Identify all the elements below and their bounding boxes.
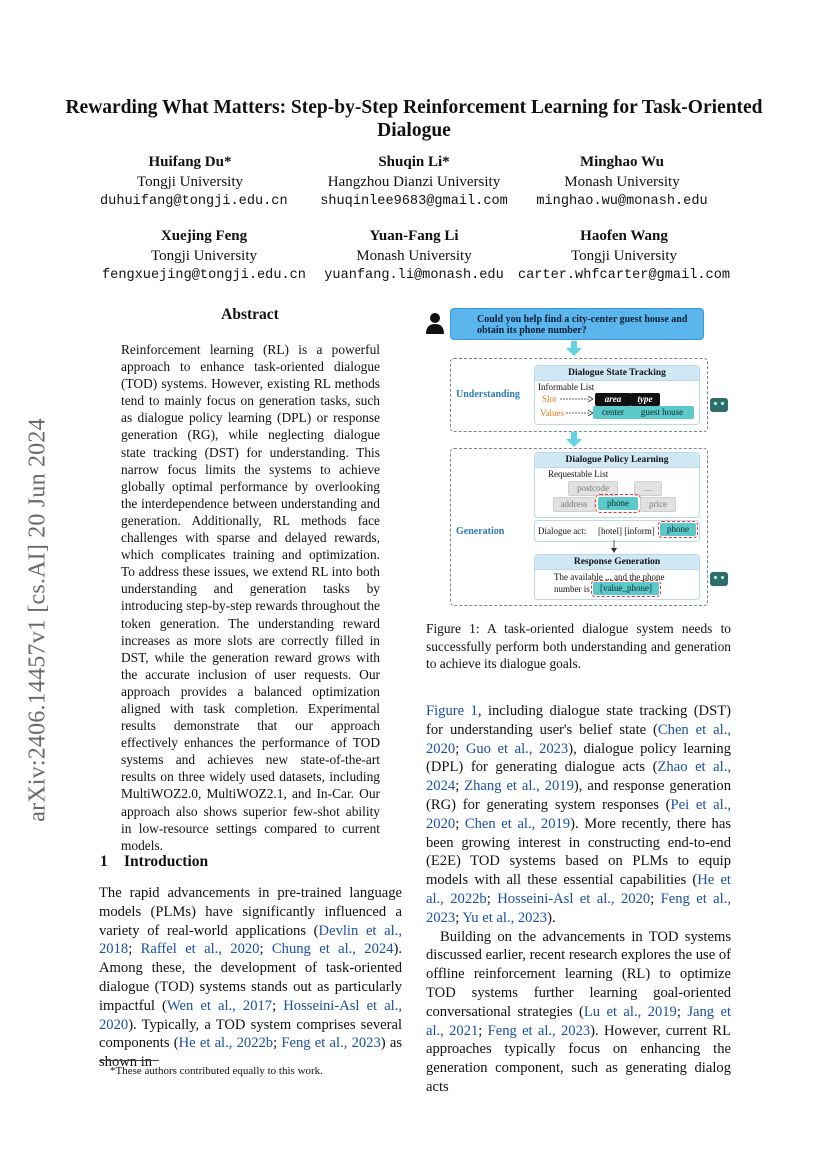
down-arrow-icon	[610, 540, 618, 554]
citation-link[interactable]: He et al., 2022b	[178, 1035, 274, 1052]
author-email: yuanfang.li@monash.edu	[324, 268, 504, 283]
intro-paragraph	[426, 928, 731, 1097]
intro-paragraph	[99, 884, 402, 1072]
body-text: ). However, current RL approaches typically focus on enhancing the generation component, such as generating dialog acts	[426, 1022, 732, 1095]
citation-link[interactable]: Feng et al., 2023	[426, 890, 731, 926]
body-text: ;	[259, 941, 272, 958]
rg-text-line-1: The available ... and the phone	[554, 572, 665, 582]
citation-link[interactable]: Lu et al., 2019	[583, 1003, 677, 1020]
value-guesthouse-chip: guest house	[630, 406, 694, 419]
arxiv-identifier	[18, 370, 58, 870]
informable-list-label: Informable List	[538, 382, 595, 392]
author-block	[96, 226, 312, 286]
author-email: duhuifang@tongji.edu.cn	[100, 194, 288, 209]
citation-link[interactable]: Feng et al., 2023	[281, 1035, 381, 1052]
robot-icon	[710, 398, 728, 412]
values-label: Values	[540, 408, 564, 418]
section-title: Introduction	[124, 853, 209, 870]
body-text: ;	[478, 1022, 488, 1039]
body-text: ;	[455, 909, 463, 926]
author-email: carter.whfcarter@gmail.com	[517, 268, 731, 283]
author-name: Huifang Du*	[148, 154, 232, 170]
author-name: Minghao Wu	[579, 154, 665, 170]
body-text: The rapid advancements in pre-trained language models (PLMs) have significantly influenced a variety of real-world applications (	[99, 885, 402, 939]
intro-right-column	[426, 702, 731, 1097]
body-text: ;	[128, 941, 141, 958]
body-text: ). Typically, a TOD system comprises several components (	[99, 1016, 402, 1052]
author-name: Yuan-Fang Li	[369, 228, 459, 244]
paper-title: Rewarding What Matters: Step-by-Step Reinforcement Learning for Task-Oriented Dialogue	[65, 97, 763, 141]
body-text: ;	[650, 890, 661, 907]
author-name: Xuejing Feng	[160, 228, 248, 244]
slot-type-chip: type	[630, 393, 660, 406]
user-utterance: Could you help find a city-center guest house and obtain its phone number?	[450, 308, 704, 340]
rg-text-line-2: number is	[554, 584, 590, 594]
slot-area-chip: area	[595, 393, 631, 406]
author-block	[304, 152, 524, 212]
body-text: ;	[272, 997, 284, 1014]
dpl-title: Dialogue Policy Learning	[535, 453, 699, 468]
intro-left-column	[99, 884, 402, 1072]
body-text: ;	[455, 778, 465, 795]
generation-label: Generation	[456, 526, 505, 537]
understanding-label: Understanding	[456, 389, 520, 400]
req-phone-chip: phone	[598, 497, 638, 510]
dialogue-act-value: [hotel] [inform]	[598, 526, 655, 536]
rg-value-phone-chip: [value_phone]	[593, 582, 659, 595]
body-text: ).	[547, 909, 556, 926]
author-email: shuqinlee9683@gmail.com	[320, 194, 508, 209]
req-postcode-chip: postcode	[568, 481, 618, 496]
body-text: ) as shown in	[99, 1035, 402, 1071]
citation-link[interactable]: Pei et al., 2020	[426, 796, 731, 832]
citation-link[interactable]: Jang et al., 2021	[426, 1003, 731, 1039]
footnote-rule	[99, 1060, 159, 1061]
citation-link[interactable]: Devlin et al., 2018	[99, 922, 402, 958]
author-affiliation: Tongji University	[570, 248, 678, 264]
dialogue-act-phone-chip: phone	[660, 523, 696, 536]
body-text: Building on the advancements in TOD systems discussed earlier, recent research explores the use of offline reinforcement learning (RL) to optimize TOD systems further learning goal-oriented conversational strategies (	[426, 928, 731, 1020]
flow-arrow	[566, 348, 582, 356]
author-affiliation: Monash University	[564, 174, 680, 190]
citation-link[interactable]: He et al., 2022b	[426, 872, 731, 907]
citation-link[interactable]: Chen et al., 2020	[426, 721, 731, 757]
author-block	[100, 152, 288, 212]
figure-caption: Figure 1: A task-oriented dialogue system needs to successfully perform both understanding and generation to achieve its dialogue goals.	[426, 621, 731, 671]
author-name: Haofen Wang	[580, 228, 668, 244]
section-heading	[100, 853, 208, 871]
body-text: ), dialogue policy learning (DPL) for generating dialogue acts (	[426, 740, 732, 776]
abstract-heading: Abstract	[221, 306, 279, 323]
citation-link[interactable]: Figure 1	[426, 703, 478, 719]
author-affiliation: Tongji University	[150, 248, 258, 264]
author-email: fengxuejing@tongji.edu.cn	[102, 268, 306, 283]
author-block	[318, 226, 510, 286]
author-block	[512, 226, 736, 286]
figure-1	[420, 302, 742, 612]
flow-arrow	[566, 439, 582, 447]
slot-label: Slot	[542, 394, 557, 404]
citation-link[interactable]: Wen et al., 2017	[166, 997, 273, 1014]
author-name: Shuqin Li*	[378, 154, 450, 170]
author-email: minghao.wu@monash.edu	[536, 194, 708, 209]
rg-title: Response Generation	[535, 555, 699, 570]
citation-link[interactable]: Hosseini-Asl et al., 2020	[497, 890, 651, 907]
req-address-chip: address	[553, 497, 595, 512]
citation-link[interactable]: Feng et al., 2023	[487, 1022, 591, 1039]
value-center-chip: center	[593, 406, 633, 419]
req-more-chip: ...	[634, 481, 662, 496]
section-number: 1	[100, 853, 108, 870]
body-text: ;	[455, 740, 466, 757]
author-affiliation: Hangzhou Dianzi University	[327, 174, 501, 190]
citation-link[interactable]: Guo et al., 2023	[465, 740, 569, 757]
citation-link[interactable]: Raffel et al., 2020	[140, 941, 260, 958]
citation-link[interactable]: Hosseini-Asl et al., 2020	[99, 997, 403, 1033]
citation-link[interactable]: Yu et al., 2023	[462, 909, 548, 926]
body-text: ;	[273, 1035, 282, 1052]
body-text: ). Among these, the development of task-oriented dialogue (TOD) systems stands out as particularly impactful (	[99, 941, 403, 1014]
body-text: ;	[676, 1003, 688, 1020]
user-icon	[426, 312, 444, 334]
body-text: ), and response generation (RG) for generating system responses (	[426, 778, 732, 813]
body-text: ;	[455, 815, 465, 832]
arxiv-id-text: arXiv:2406.14457v1 [cs.AI] 20 Jun 2024	[24, 418, 51, 822]
robot-icon	[710, 572, 728, 586]
abstract-body: Reinforcement learning (RL) is a powerful approach to enhance task-oriented dialogue (TOD) systems. However, existing RL methods tend to mainly focus on generation tasks, such as dialogue policy learning (DPL) or response generation (RG), while neglecting dialogue state tracking (DST) for understanding. This narrow focus limits the systems to achieve globally optimal performance by overlooking the interdependence between understanding and generation. Additionally, RL methods face challenges with sparse and delayed rewards, which complicates training and optimization. To address these issues, we extend RL into both understanding and generation tasks by introducing step-by-step rewards throughout the token generation. The understanding reward increases as more slots are correctly filled in DST, while the generation reward grows with the accurate inclusion of user requests. Our approach provides a balanced optimization aligned with task completion. Experimental results demonstrate that our approach effectively enhances the performance of TOD systems and achieves new state-of-the-art results on three widely used datasets, including MultiWOZ2.0, MultiWOZ2.1, and In-Car. Our approach also shows superior few-shot ability in low-resource settings compared to current models.	[121, 342, 380, 853]
connector-arrows	[560, 394, 594, 420]
requestable-list-label: Requestable List	[548, 469, 609, 479]
body-text: ). More recently, there has been growing interest in constructing end-to-end (E2E) TOD systems based on PLMs to equip models with all these essential capabilities (	[426, 815, 732, 889]
body-text: ;	[486, 890, 498, 907]
body-text: , including dialogue state tracking (DST) for understanding user's belief state (	[426, 703, 731, 738]
citation-link[interactable]: Chung et al., 2024	[271, 941, 394, 958]
footnote: *These authors contributed equally to this work.	[110, 1065, 323, 1077]
dialogue-act-label: Dialogue act:	[538, 526, 587, 536]
citation-link[interactable]: Zhao et al., 2024	[426, 759, 731, 795]
citation-link[interactable]: Zhang et al., 2019	[464, 778, 574, 795]
author-affiliation: Tongji University	[136, 174, 244, 190]
citation-link[interactable]: Chen et al., 2019	[464, 815, 571, 832]
intro-paragraph	[426, 702, 731, 928]
author-affiliation: Monash University	[356, 248, 472, 264]
author-block	[530, 152, 714, 212]
req-price-chip: price	[640, 497, 676, 512]
dst-title: Dialogue State Tracking	[535, 366, 699, 381]
